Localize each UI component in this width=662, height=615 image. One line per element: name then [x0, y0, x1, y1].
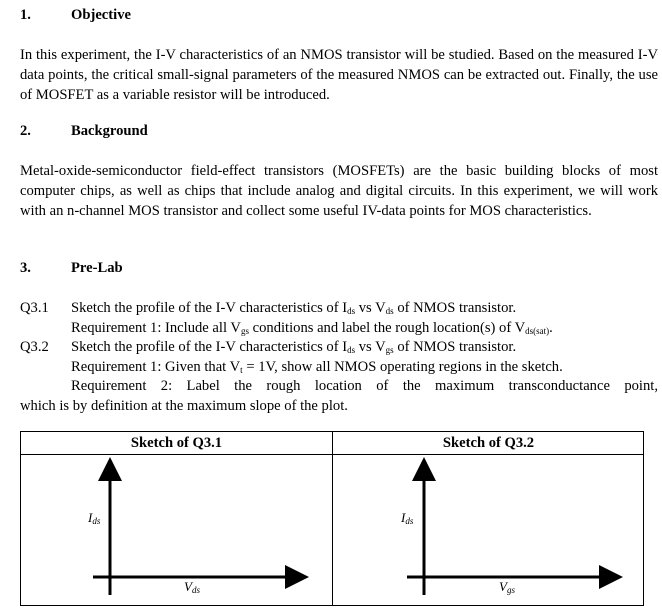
axis-label-text: I	[401, 510, 406, 525]
subscript: ds(sat)	[525, 326, 550, 336]
question-text: of NMOS transistor.	[393, 339, 517, 355]
subscript: ds	[405, 516, 414, 526]
section-heading-objective	[20, 7, 131, 24]
subscript: ds	[385, 306, 394, 316]
question-text: vs V	[355, 300, 386, 316]
section-heading-background	[20, 123, 148, 140]
axis-label-text: V	[184, 579, 192, 594]
section-title: Objective	[71, 7, 131, 23]
sketch-q3-1-title: Sketch of Q3.1	[130, 435, 223, 451]
subscript: ds	[347, 345, 356, 355]
subscript: gs	[385, 345, 394, 355]
question-text: of NMOS transistor.	[393, 300, 517, 316]
section-number: 1.	[20, 7, 31, 23]
sketch-table	[20, 431, 644, 606]
sketch-q3-2-axes	[333, 455, 644, 605]
objective-paragraph: In this experiment, the I-V characteristics of an NMOS transistor will be studied. Based on the measured I-V data points, the critical small-signal parameters of the measured NMOS can be extracted out. Finally, the use of MOSFET as a variable resistor will be introduced.	[20, 47, 658, 103]
axis-label-text: V	[499, 579, 507, 594]
requirement-text: conditions and label the rough location(s) of V	[248, 320, 526, 336]
question-text: vs V	[355, 339, 386, 355]
sketch-q3-1-xlabel	[184, 579, 200, 595]
subscript: gs	[506, 585, 515, 595]
requirement-text: .	[549, 320, 553, 336]
q3-2-requirement-2-continued: which is by definition at the maximum slope of the plot.	[20, 398, 348, 414]
sketch-q3-2-xlabel	[499, 579, 515, 595]
subscript: gs	[240, 326, 249, 336]
section-title: Background	[71, 123, 148, 139]
subscript: ds	[347, 306, 356, 316]
requirement-text: Requirement 1: Include all V	[71, 320, 241, 336]
question-tag: Q3.1	[20, 300, 49, 316]
sketch-q3-2-ylabel	[401, 510, 413, 526]
section-title: Pre-Lab	[71, 260, 123, 276]
question-text: Sketch the profile of the I-V characteristics of I	[71, 339, 348, 355]
subscript: t	[240, 365, 243, 375]
requirement-text: Requirement 1: Given that V	[71, 359, 241, 375]
question-tag: Q3.2	[20, 339, 49, 355]
section-number: 2.	[20, 123, 31, 139]
subscript: ds	[191, 585, 200, 595]
question-text: Sketch the profile of the I-V characteristics of I	[71, 300, 348, 316]
requirement-text: = 1V, show all NMOS operating regions in the sketch.	[242, 359, 563, 375]
sketch-q3-1-axes	[21, 455, 332, 605]
section-heading-prelab	[20, 260, 123, 277]
sketch-q3-1-ylabel	[88, 510, 100, 526]
background-paragraph: Metal-oxide-semiconductor field-effect transistors (MOSFETs) are the basic building blocks of most computer chips, as well as chips that include analog and digital circuits. In this experiment, we will work with an n-channel MOS transistor and collect some useful IV-data points for MOS characteristics.	[20, 163, 658, 219]
sketch-q3-2-title: Sketch of Q3.2	[442, 435, 535, 451]
subscript: ds	[92, 516, 101, 526]
axis-label-text: I	[88, 510, 93, 525]
section-number: 3.	[20, 260, 31, 276]
q3-2-requirement-2: Requirement 2: Label the rough location of the maximum transconductance point,	[71, 378, 658, 394]
